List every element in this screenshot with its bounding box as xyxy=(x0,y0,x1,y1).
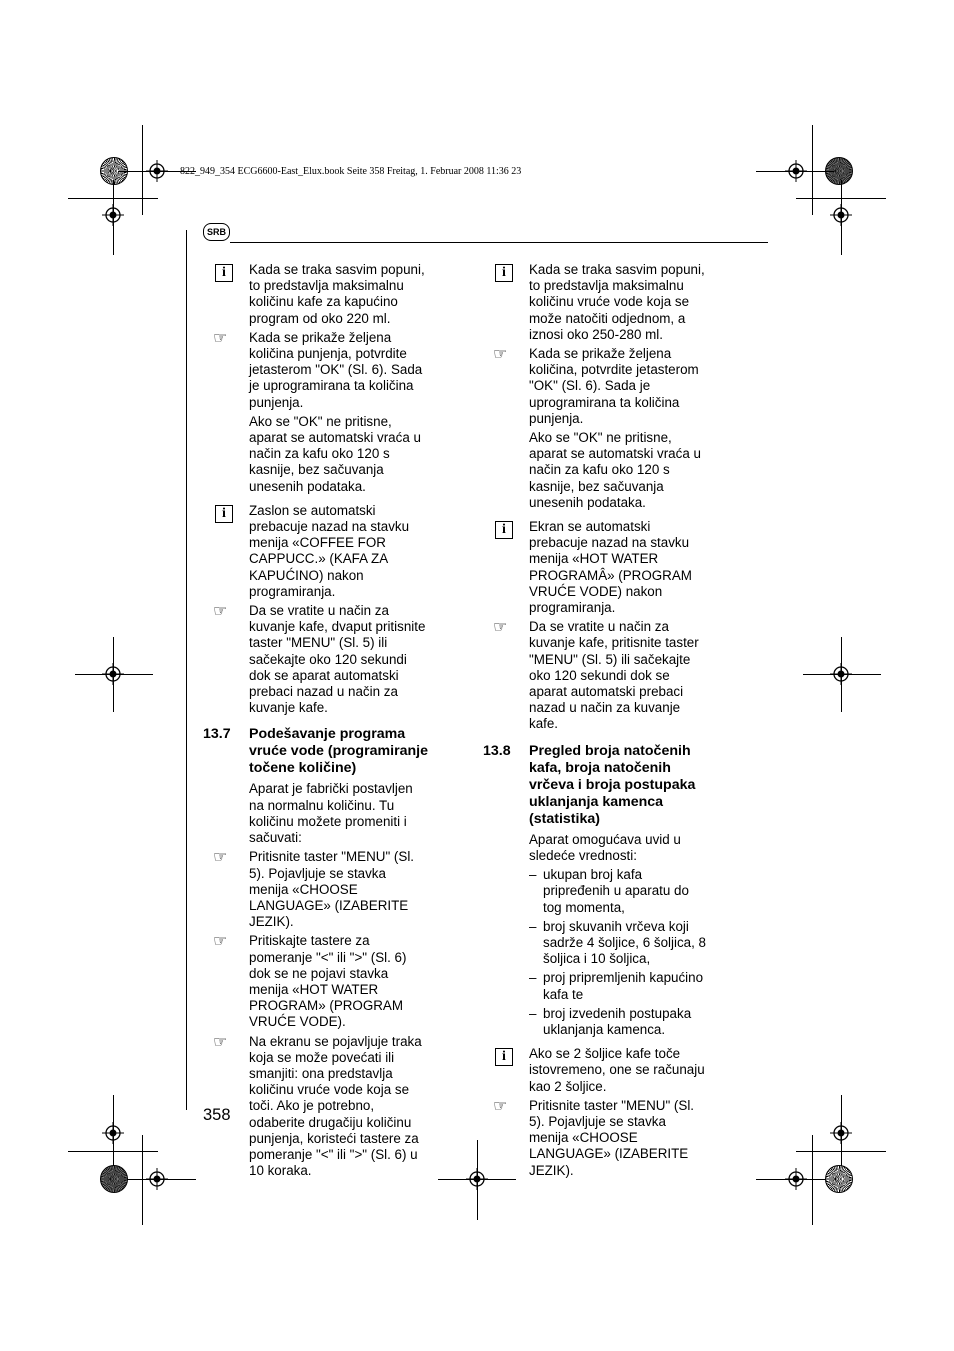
crop-mark xyxy=(68,1151,158,1152)
pointing-hand-icon: ☞ xyxy=(213,931,228,951)
paragraph: Ako se "OK" ne pritisne, aparat se automatski vraća u način za kafu oko 120 s kasnije, bez sačuvanja unesenih podataka. xyxy=(529,430,701,510)
registration-mark-icon xyxy=(830,663,852,685)
paragraph: Kada se traka sasvim popuni, to predstavlja maksimalnu količinu vruće vode koja se može natočiti odjednom, a iznosi oko 250-280 ml. xyxy=(529,262,705,342)
instruction-step xyxy=(203,603,429,716)
crop-mark xyxy=(68,198,158,199)
pointing-hand-icon: ☞ xyxy=(493,617,508,637)
registration-mark-icon xyxy=(146,1168,168,1190)
info-icon: i xyxy=(495,264,513,282)
statistics-list xyxy=(529,867,709,1038)
instruction-step xyxy=(483,1095,709,1179)
section-heading xyxy=(203,726,429,777)
registration-mark-icon xyxy=(102,1122,124,1144)
pointing-hand-icon: ☞ xyxy=(493,1095,508,1115)
paragraph: Na ekranu se pojavljuje traka koja se može povećati ili smanjiti: ona predstavlja količinu vruće vode koja se toči. Ako je potrebno, odaberite drugačiju količinu punjenja, koristeći tastere za pomeranje "<" ili ">" (Sl. 6) u 10 koraka. xyxy=(249,1033,422,1179)
pointing-hand-icon: ☞ xyxy=(213,1031,228,1051)
intro-text xyxy=(203,781,429,846)
paragraph: Da se vratite u način za kuvanje kafe, pritisnite taster "MENU" (Sl. 5) ili sačekajte oko 120 sekundi dok se aparat automatski prebaci nazad u način za kuvanje kafe. xyxy=(529,619,699,732)
registration-mark-icon xyxy=(785,160,807,182)
registration-mark-icon xyxy=(102,204,124,226)
instruction-step xyxy=(203,849,429,930)
right-column xyxy=(483,262,709,1182)
list-item: – ukupan broj kafa pripređenih u aparatu do tog momenta, xyxy=(529,867,709,916)
pointing-hand-icon: ☞ xyxy=(213,601,228,621)
info-icon: i xyxy=(215,505,233,523)
crop-mark xyxy=(812,1135,813,1225)
color-rosette-icon xyxy=(825,1165,853,1193)
instruction-step xyxy=(203,1031,429,1180)
registration-mark-icon xyxy=(785,1168,807,1190)
registration-mark-icon xyxy=(830,1122,852,1144)
paragraph: Ako se 2 šoljice kafe toče istovremeno, one se računaju kao 2 šoljice. xyxy=(529,1046,705,1094)
pointing-hand-icon: ☞ xyxy=(213,327,228,347)
color-rosette-icon xyxy=(100,1165,128,1193)
info-icon: i xyxy=(495,521,513,539)
info-note xyxy=(483,519,709,616)
file-info-line: 822_949_354 ECG6600-East_Elux.book Seite 358 Freitag, 1. Februar 2008 11:36 23 xyxy=(180,166,522,177)
crop-mark xyxy=(812,125,813,215)
list-item: – broj skuvanih vrčeva koji sadrže 4 šoljice, 6 šoljica, 8 šoljica i 10 šoljica, xyxy=(529,919,709,968)
list-item: – broj izvedenih postupaka uklanjanja kamenca. xyxy=(529,1006,709,1038)
paragraph: Da se vratite u način za kuvanje kafe, dvaput pritisnite taster "MENU" (Sl. 5) ili sačekajte oko 120 sekundi dok se aparat automatski prebaci nazad u način za kuvanje kafe. xyxy=(249,603,426,716)
instruction-step xyxy=(203,327,429,495)
crop-mark xyxy=(142,125,143,215)
paragraph: Kada se prikaže željena količina, potvrdite jetasterom "OK" (Sl. 6). Sada je uprogramirana ta količina punjenja. xyxy=(529,346,699,426)
info-icon: i xyxy=(215,264,233,282)
info-note xyxy=(203,503,429,600)
section-number: 13.8 xyxy=(483,742,511,759)
intro-text xyxy=(483,832,709,1038)
info-note xyxy=(483,1046,709,1095)
left-rule xyxy=(186,230,187,1110)
paragraph: Pritisnite taster "MENU" (Sl. 5). Pojavljuje se stavka menija «CHOOSE LANGUAGE» (IZABERITE JEZIK). xyxy=(529,1097,695,1178)
paragraph: Aparat omogućava uvid u sledeće vrednosti: xyxy=(529,831,681,863)
list-item: – proj pripremljenih kapućino kafa te xyxy=(529,970,709,1002)
instruction-step xyxy=(483,619,709,732)
section-title: Podešavanje programa vruće vode (programiranje točene količine) xyxy=(249,726,428,777)
pointing-hand-icon: ☞ xyxy=(493,344,508,364)
registration-mark-icon xyxy=(830,204,852,226)
paragraph: Aparat je fabrički postavljen na normalnu količinu. Tu količinu možete promeniti i sačuvati: xyxy=(249,781,413,846)
language-badge: SRB xyxy=(203,223,230,241)
left-column xyxy=(203,262,429,1182)
crop-mark xyxy=(796,1151,886,1152)
paragraph: Zaslon se automatski prebacuje nazad na stavku menija «COFFEE FOR CAPPUCC.» (KAFA ZA KAPUĆINO) nakon programiranja. xyxy=(249,502,410,599)
instruction-step xyxy=(483,346,709,511)
registration-mark-icon xyxy=(146,160,168,182)
paragraph: Kada se prikaže željena količina punjenja, potvrdite jetasterom "OK" (Sl. 6). Sada je uprogramirana ta količina punjenja. xyxy=(249,329,423,410)
paragraph: Pritisnite taster "MENU" (Sl. 5). Pojavljuje se stavka menija «CHOOSE LANGUAGE» (IZABERITE JEZIK). xyxy=(249,849,415,930)
paragraph: Pritiskajte tastere za pomeranje "<" ili ">" (Sl. 6) dok se ne pojavi stavka menija «HOT WATER PROGRAM» (PROGRAM VRUĆE VODE). xyxy=(249,933,407,1030)
paragraph: Ako se "OK" ne pritisne, aparat se automatski vraća u način za kafu oko 120 s kasnije, bez sačuvanja unesenih podataka. xyxy=(249,413,421,494)
section-number: 13.7 xyxy=(203,726,231,743)
paragraph: Kada se traka sasvim popuni, to predstavlja maksimalnu količinu kafe za kapućino program od oko 220 ml. xyxy=(249,262,425,326)
paragraph: Ekran se automatski prebacuje nazad na stavku menija «HOT WATER PROGRAMÂ» (PROGRAM VRUĆE VODE) nakon programiranja. xyxy=(529,519,692,616)
top-rule xyxy=(230,242,768,243)
section-title: Pregled broja natočenih kafa, broja natočenih vrčeva i broja postupaka uklanjanja kamenca (statistika) xyxy=(529,742,696,827)
info-note xyxy=(483,262,709,343)
section-heading xyxy=(483,743,709,828)
page-number: 358 xyxy=(203,1106,231,1124)
registration-mark-icon xyxy=(102,663,124,685)
crop-mark xyxy=(796,198,886,199)
info-icon: i xyxy=(495,1048,513,1066)
crop-mark xyxy=(142,1135,143,1225)
instruction-step xyxy=(203,933,429,1030)
pointing-hand-icon: ☞ xyxy=(213,847,228,867)
info-note xyxy=(203,262,429,327)
